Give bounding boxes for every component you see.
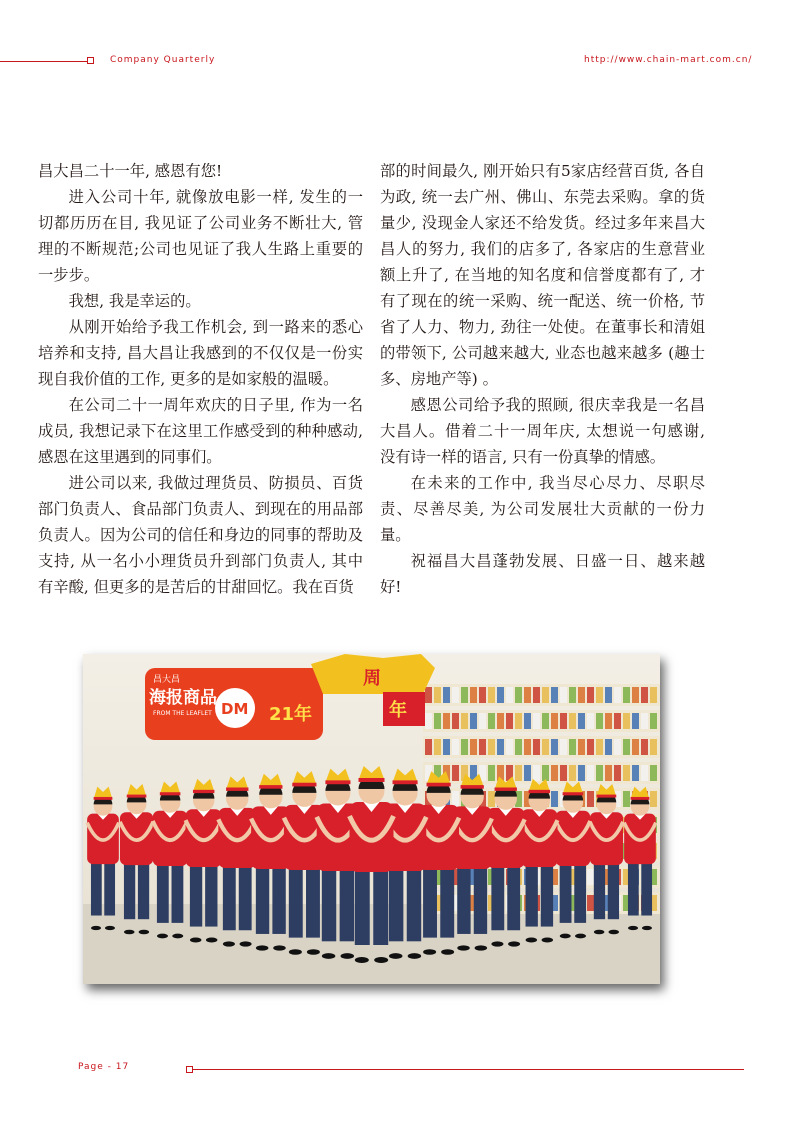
magazine-title: Company Quarterly xyxy=(110,55,216,65)
anniversary-right-text: 年 xyxy=(389,700,407,721)
paragraph: 我想, 我是幸运的。 xyxy=(68,292,201,310)
store-brand-text: 昌大昌 xyxy=(153,675,181,685)
paragraph: 在未来的工作中, 我当尽心尽力、尽职尽责、尽善尽美, 为公司发展壮大贡献的一份力量。 xyxy=(380,474,705,544)
page-number: Page - 17 xyxy=(78,1062,130,1072)
paragraph: 感恩公司给予我的照顾, 很庆幸我是一名昌大昌人。借着二十一周年庆, 太想说一句感谢, 没有诗一样的语言, 只有一份真挚的情感。 xyxy=(380,396,705,466)
anniversary-banner-text: 周 xyxy=(363,668,381,689)
article-right-column xyxy=(380,158,705,600)
paragraph: 部的时间最久, 刚开始只有5家店经营百货, 各自为政, 统一去广州、佛山、东莞去采购。拿的货量少, 没现金人家还不给发货。经过多年来昌大昌人的努力, 我们的店多了, 各家店的生意营业额上升了, 在当地的知名度和信誉度都有了, 才有了现在的统一采购、统一配送、统一价格, 节省了人力、物力, 劲往一处使。在董事长和清姐的带领下, 公司越来越大, 业态也越来越多 (趣士多、房地产等) 。 xyxy=(380,162,705,388)
header-rule-left xyxy=(0,61,88,62)
footer-rule xyxy=(192,1069,744,1070)
header-marker xyxy=(87,57,94,64)
poster-badge-text: DM xyxy=(221,700,249,718)
staff-group-photo xyxy=(83,654,660,984)
website-link[interactable]: http://www.chain-mart.com.cn/ xyxy=(584,55,753,65)
article-left-column xyxy=(38,158,363,600)
poster-subtitle-text: FROM THE LEAFLET xyxy=(153,710,212,717)
paragraph: 在公司二十一周年欢庆的日子里, 作为一名成员, 我想记录下在这里工作感受到的种种感动, 感恩在这里遇到的同事们。 xyxy=(38,396,363,466)
paragraph: 从刚开始给予我工作机会, 到一路来的悉心培养和支持, 昌大昌让我感到的不仅仅是一份实现自我价值的工作, 更多的是如家般的温暖。 xyxy=(38,318,363,388)
paragraph: 昌大昌二十一年, 感恩有您! xyxy=(38,162,223,180)
paragraph: 进公司以来, 我做过理货员、防损员、百货部门负责人、食品部门负责人、到现在的用品部负责人。因为公司的信任和身边的同事的帮助及支持, 从一名小小理货员升到部门负责人, 其中有辛酸, 但更多的是苦后的甘甜回忆。我在百货 xyxy=(38,474,363,596)
poster-title-text: 海报商品 xyxy=(149,688,217,708)
anniversary-left-text: 21年 xyxy=(269,704,313,725)
paragraph: 进入公司十年, 就像放电影一样, 发生的一切都历历在目, 我见证了公司业务不断壮大, 管理的不断规范;公司也见证了我人生路上重要的一步步。 xyxy=(38,188,363,284)
staff-photo-illustration xyxy=(83,654,660,984)
paragraph: 祝福昌大昌蓬勃发展、日盛一日、越来越好! xyxy=(380,552,705,596)
